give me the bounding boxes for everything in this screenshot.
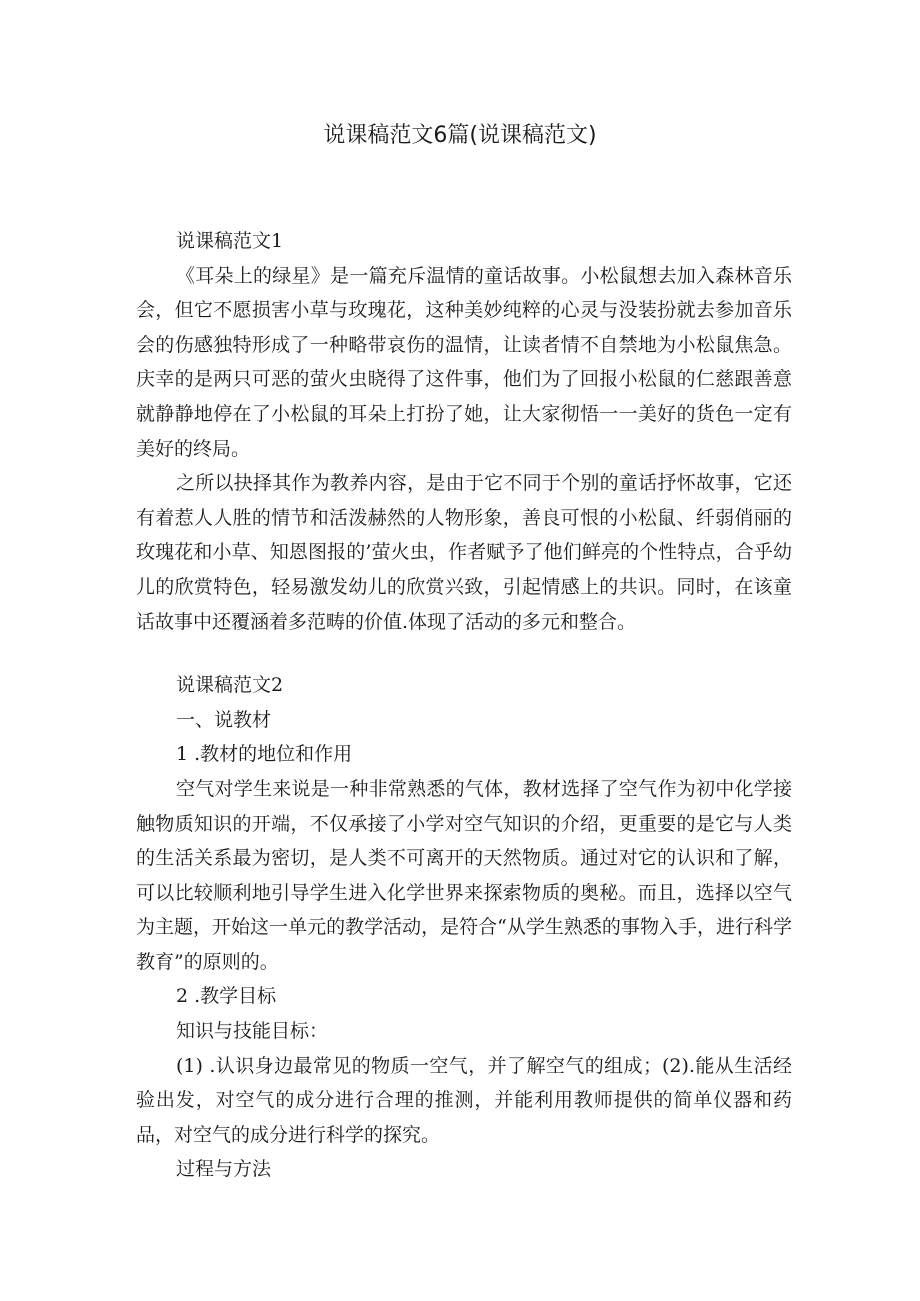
section1-paragraph-1: 《耳朵上的绿星》是一篇充斥温情的童话故事。小松鼠想去加入森林音乐会，但它不愿损害小草与玫瑰花，这种美妙纯粹的心灵与没装扮就去参加音乐会的伤感独特形成了一种略带哀伤的温情，让读者情不自禁地为小松鼠焦急。庆幸的是两只可恶的萤火虫晓得了这件事，他们为了回报小松鼠的仁慈跟善意就静静地停在了小松鼠的耳朵上打扮了她，让大家彻悟一一美好的货色一定有美好的终局。	[136, 264, 792, 460]
section-heading-2: 说课稿范文2	[176, 674, 284, 697]
document-body	[136, 224, 792, 1187]
subheading-process-method: 过程与方法	[176, 1158, 272, 1181]
subheading-teaching-goals: 2 .教学目标	[176, 985, 277, 1008]
document-title: 说课稿范文6篇(说课稿范文)	[323, 123, 597, 148]
subheading-knowledge-skills: 知识与技能目标：	[176, 1020, 329, 1043]
subheading-position-role: 1 .教材的地位和作用	[176, 743, 353, 766]
section-heading-1: 说课稿范文1	[176, 230, 284, 252]
section2-paragraph-2: (1) .认识身边最常见的物质一空气，并了解空气的组成；(2).能从生活经验出发，对空气的成分进行合理的推测，并能利用教师提供的简单仪器和药品，对空气的成分进行科学的探究。	[136, 1054, 792, 1146]
section1-paragraph-2: 之所以抉择其作为教养内容，是由于它不同于个别的童话抒怀故事，它还有着惹人人胜的情节和活泼赫然的人物形象，善良可恨的小松鼠、纤弱俏丽的玫瑰花和小草、知恩图报的’萤火虫，作者赋予了他们鲜亮的个性特点，合乎幼儿的欣赏特色，轻易激发幼儿的欣赏兴致，引起情感上的共识。同时，在该童话故事中还覆涵着多范畴的价值.体现了活动的多元和整合。	[136, 472, 792, 633]
subheading-textbook: 一、说教材	[176, 708, 272, 731]
section2-paragraph-1: 空气对学生来说是一种非常熟悉的气体，教材选择了空气作为初中化学接触物质知识的开端，不仅承接了小学对空气知识的介绍，更重要的是它与人类的生活关系最为密切，是人类不可离开的天然物质。通过对它的认识和了解，可以比较顺利地引导学生进入化学世界来探索物质的奥秘。而且，选择以空气为主题，开始这一单元的教学活动，是符合“从学生熟悉的事物入手，进行科学教育”的原则的。	[136, 777, 792, 973]
